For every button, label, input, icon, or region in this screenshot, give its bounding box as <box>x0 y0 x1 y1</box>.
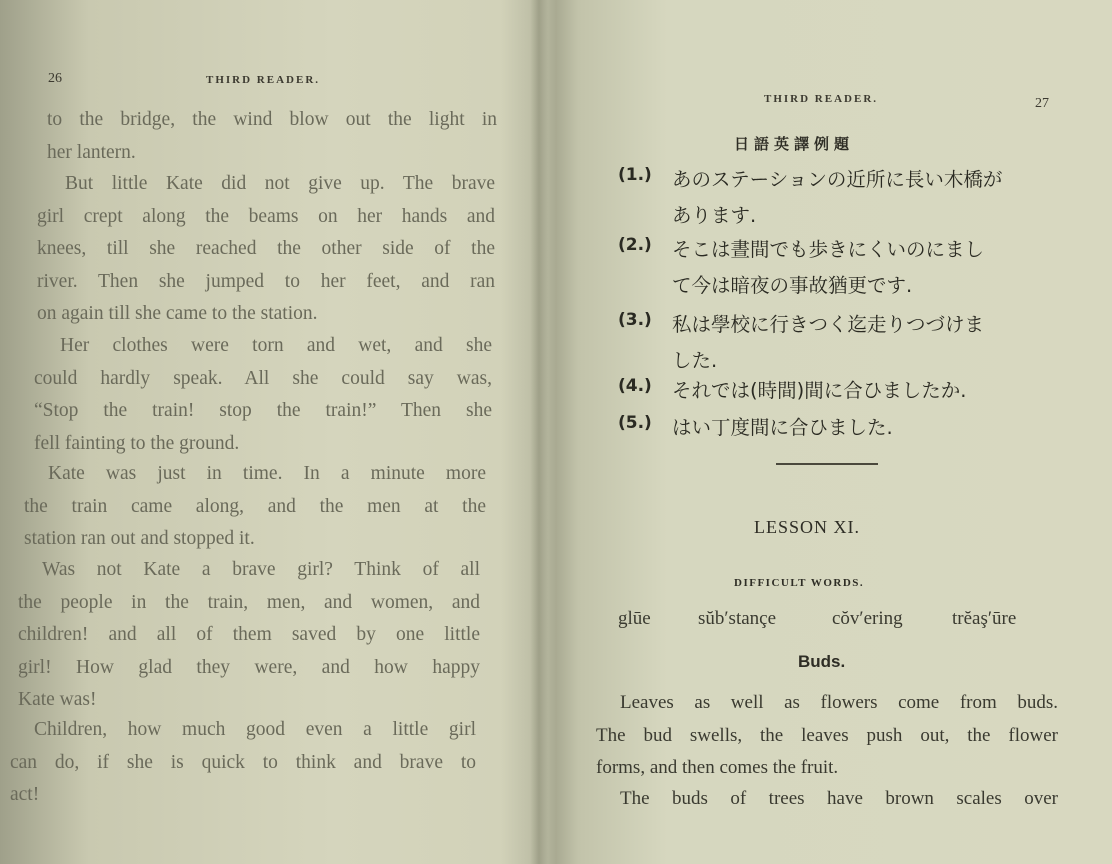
text-line: Her clothes were torn and wet, and she <box>60 335 492 356</box>
vocab-word: glūe <box>618 608 651 629</box>
text-line: station ran out and stopped it. <box>24 528 255 549</box>
text-line: Kate was just in time. In a minute more <box>48 463 486 484</box>
exercise-line: 私は學校に行きつく迄走りつづけま <box>672 313 985 336</box>
text-line: children! and all of them saved by one little <box>18 624 480 645</box>
text-line: fell fainting to the ground. <box>34 432 240 454</box>
exercise-line: した. <box>672 349 718 372</box>
text-line: But little Kate did not give up. The brave <box>65 173 495 194</box>
text-line: could hardly speak. All she could say was, <box>34 367 492 389</box>
section-title: Buds. <box>798 652 846 671</box>
exercise-line: あります. <box>672 204 757 227</box>
left-paragraph-3 <box>34 330 492 460</box>
exercise-number: (2.) <box>618 235 652 255</box>
text-line: The buds of trees have brown scales over <box>620 788 1058 809</box>
exercise-line: て今は暗夜の事故猶更です. <box>672 274 913 297</box>
exercise-item <box>618 162 1058 234</box>
running-head-left: THIRD READER. <box>206 74 321 86</box>
text-line: the people in the train, men, and women, and <box>18 591 480 613</box>
vocab-word: trĕaş′ūre <box>952 608 1017 629</box>
vocab-word: sŭb′stançe <box>698 608 777 629</box>
exercise-number: (4.) <box>618 376 652 396</box>
text-line: girl! How glad they were, and how happy <box>18 656 480 678</box>
right-paragraph-1 <box>596 687 1058 785</box>
difficult-words-heading: DIFFICULT WORDS. <box>734 577 865 589</box>
text-line: her lantern. <box>47 141 136 163</box>
text-line: The bud swells, the leaves push out, the flower <box>596 724 1058 746</box>
text-line: knees, till she reached the other side of the <box>37 238 495 259</box>
text-line: Leaves as well as flowers come from buds. <box>620 692 1058 713</box>
exercise-number: (3.) <box>618 310 652 330</box>
exercise-item <box>618 232 1058 304</box>
text-line: Was not Kate a brave girl? Think of all <box>42 559 480 580</box>
text-line: Children, how much good even a little girl <box>34 719 476 740</box>
text-line: “Stop the train! stop the train!” Then she <box>34 400 492 421</box>
left-paragraph-4 <box>24 458 486 556</box>
text-line: can do, if she is quick to think and brave to <box>10 751 476 773</box>
text-line: act! <box>10 784 40 805</box>
left-paragraph-5 <box>18 554 480 717</box>
exercise-line: あのステーションの近所に長い木橋が <box>672 168 1003 191</box>
exercise-line: そこは晝間でも歩きにくいのにまし <box>672 238 985 261</box>
text-line: Kate was! <box>18 689 97 710</box>
running-head-right: THIRD READER. <box>764 93 879 105</box>
exercise-line: それでは(時間)間に合ひましたか. <box>672 379 967 402</box>
exercise-number: (1.) <box>618 165 652 185</box>
lesson-title: LESSON XI. <box>754 517 861 537</box>
section-divider <box>776 463 878 465</box>
left-paragraph-2 <box>37 168 495 331</box>
exercise-title: 日語英譯例題 <box>734 135 855 153</box>
exercise-number: (5.) <box>618 413 652 433</box>
vocab-word: cŏv′ering <box>832 608 903 629</box>
page-number-left: 26 <box>48 71 62 86</box>
right-paragraph-2 <box>596 783 1058 816</box>
text-line: on again till she came to the station. <box>37 303 318 324</box>
exercise-item <box>618 373 1058 409</box>
exercise-item <box>618 410 1058 446</box>
text-line: river. Then she jumped to her feet, and ran <box>37 270 495 292</box>
exercise-line: はい丁度間に合ひました. <box>672 416 893 439</box>
left-paragraph-6 <box>10 714 476 812</box>
exercise-item <box>618 307 1058 379</box>
left-paragraph-1 <box>47 104 497 169</box>
text-line: forms, and then comes the fruit. <box>596 757 839 778</box>
left-page <box>0 0 540 864</box>
page-number-right: 27 <box>1035 96 1049 111</box>
text-line: girl crept along the beams on her hands and <box>37 205 495 227</box>
text-line: to the bridge, the wind blow out the light in <box>47 109 497 130</box>
right-page <box>548 0 1112 864</box>
text-line: the train came along, and the men at the <box>24 495 486 517</box>
